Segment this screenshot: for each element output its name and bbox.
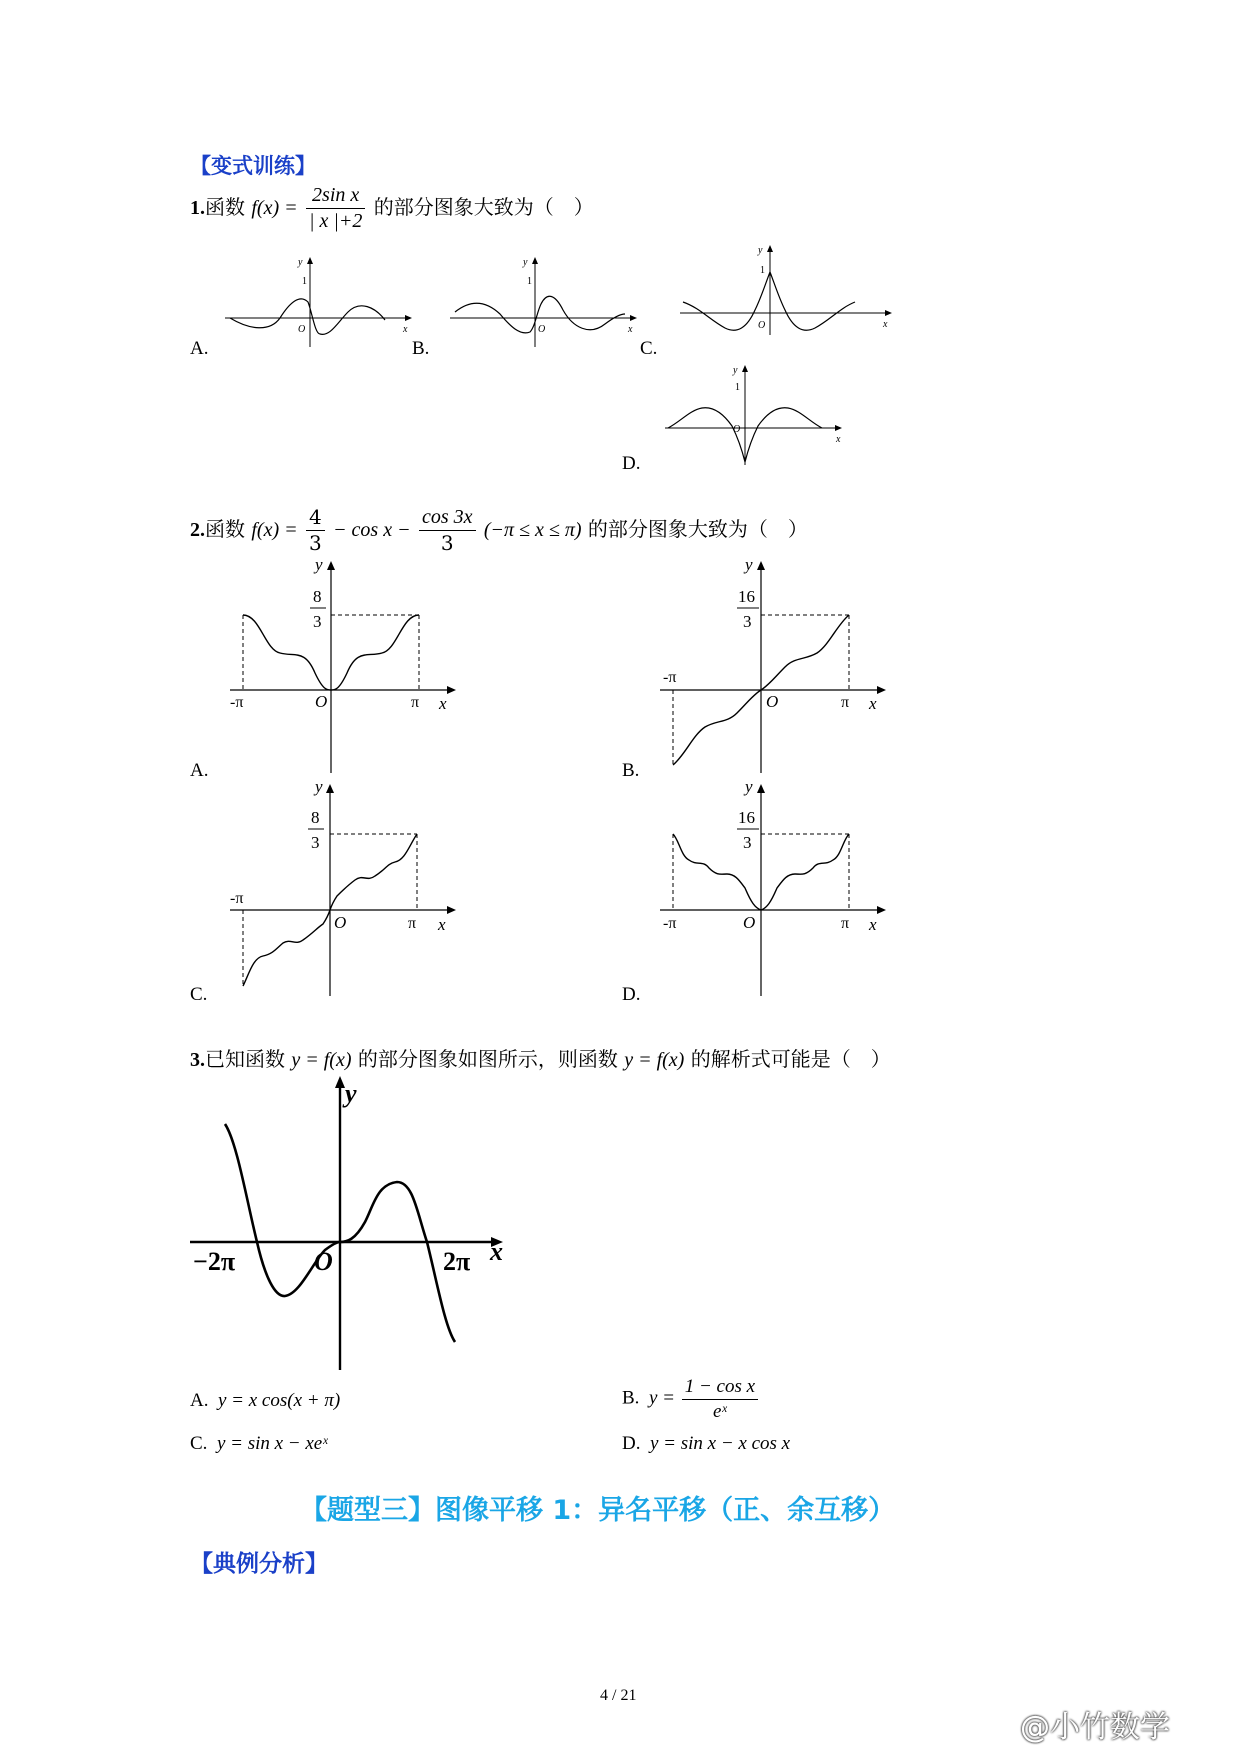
page-number: 4 / 21 (600, 1687, 637, 1704)
q1d-one-label: 1 (735, 382, 740, 393)
q1c-o-label: O (758, 320, 766, 331)
section-heading: 【题型三】图像平移 1：异名平移（正、余互移） (300, 1495, 896, 1526)
q3-x-label: x (490, 1237, 503, 1266)
q3-opt-d-label: D. (622, 1433, 641, 1454)
q2-prefix: 函数 (205, 517, 245, 541)
q3-number: 3. (190, 1049, 205, 1071)
q3-opt-b-fraction (682, 1375, 758, 1424)
q2c-pi-label: π (408, 915, 417, 932)
q3-opt-c-formula: y = sin x − xeˣ (216, 1433, 328, 1454)
q2-graph-d (655, 778, 895, 998)
question-1 (190, 183, 594, 234)
q2-fx: f(x) = (251, 519, 298, 541)
q2a-eight-label: 8 (313, 587, 322, 606)
q1-fx: f(x) = (251, 197, 298, 219)
q2-option-c: C. (190, 984, 208, 1005)
q1-suffix: 的部分图象大致为（ ） (373, 195, 594, 219)
q2b-three-label: 3 (743, 612, 752, 631)
q3-y-eq-fx-2: y = f(x) (624, 1049, 685, 1071)
q1d-y-label: y (733, 365, 738, 376)
q1b-one-label: 1 (527, 276, 532, 287)
q2a-three-label: 3 (313, 612, 322, 631)
q1-number: 1. (190, 197, 205, 219)
q2d-three-label: 3 (743, 833, 752, 852)
q1c-one-label: 1 (760, 265, 765, 276)
q2b-sixteen-label: 16 (738, 587, 755, 606)
q2a-neg-pi-label: -π (230, 694, 244, 711)
q1-fraction (306, 183, 365, 234)
q1b-y-label: y (523, 257, 528, 268)
q2a-y-label: y (315, 555, 323, 574)
q2c-y-label: y (315, 778, 323, 796)
q2-frac-1 (306, 505, 325, 556)
q1d-o-label: O (733, 424, 741, 435)
q2-option-b: B. (622, 760, 640, 781)
q2-number: 2. (190, 519, 205, 541)
q2-frac-2 (419, 505, 476, 556)
q1-graph-a (220, 252, 420, 352)
q1a-y-label: y (298, 257, 303, 268)
q2b-x-label: x (869, 694, 877, 713)
q3-neg-two-pi-label: −2π (193, 1247, 236, 1276)
q3-opt-b-den: eˣ (712, 1400, 727, 1422)
q1a-one-label: 1 (302, 276, 307, 287)
q2-frac1-num: 4 (306, 505, 325, 531)
q3-o-label: O (314, 1247, 333, 1276)
q3-option-b (622, 1375, 760, 1424)
q1-option-a: A. (190, 338, 209, 359)
section-example-analysis: 【典例分析】 (190, 1551, 328, 1577)
q2-frac2-num: cos 3x (419, 505, 476, 531)
q2d-pi-label: π (841, 915, 850, 932)
q2c-eight-label: 8 (311, 808, 320, 827)
q1-prefix: 函数 (205, 195, 245, 219)
q2-graph-c (225, 778, 465, 998)
q3-text-a: 已知函数 (205, 1047, 285, 1071)
q1-graph-c (675, 240, 895, 340)
q3-option-c (190, 1433, 328, 1455)
q3-text-c: 的解析式可能是（ ） (690, 1047, 891, 1071)
q3-option-a (190, 1390, 340, 1412)
q3-opt-b-label: B. (622, 1387, 640, 1409)
q3-opt-a-formula: y = x cos(x + π) (217, 1390, 341, 1411)
q2-option-a: A. (190, 760, 209, 781)
q2b-pi-label: π (841, 694, 850, 711)
q2a-x-label: x (439, 694, 447, 713)
q3-graph (185, 1072, 515, 1372)
q2a-o-label: O (315, 692, 328, 711)
q1-graph-b (445, 252, 645, 352)
q1-option-b: B. (412, 338, 430, 359)
q3-two-pi-label: 2π (443, 1247, 471, 1276)
q3-opt-d-formula: y = sin x − x cos x (649, 1433, 791, 1454)
q3-text-b: 的部分图象如图所示，则函数 (357, 1047, 618, 1071)
q1b-o-label: O (538, 324, 546, 335)
q1c-x-label: x (883, 319, 888, 330)
q3-opt-a-label: A. (190, 1390, 209, 1411)
q2-frac2-den: 3 (440, 531, 454, 555)
q1-frac-num: 2sin x (306, 183, 365, 209)
q1-frac-den: | x |+2 (308, 210, 363, 232)
q3-y-label: y (345, 1079, 357, 1108)
q3-y-eq-fx: y = f(x) (291, 1049, 352, 1071)
q2-domain: (−π ≤ x ≤ π) (483, 519, 582, 541)
q3-opt-b-lhs: y = (648, 1387, 675, 1409)
q1d-x-label: x (836, 434, 841, 445)
q2c-three-label: 3 (311, 833, 320, 852)
q2c-o-label: O (334, 913, 347, 932)
question-2 (190, 505, 808, 556)
q2-frac1-den: 3 (308, 531, 322, 555)
q2-suffix: 的部分图象大致为（ ） (587, 517, 808, 541)
q1c-y-label: y (758, 245, 763, 256)
q1-option-d: D. (622, 453, 641, 474)
q2d-x-label: x (869, 915, 877, 934)
q2d-o-label: O (743, 913, 756, 932)
q1-graph-d (660, 360, 850, 470)
question-3 (190, 1043, 891, 1072)
q3-opt-b-num: 1 − cos x (682, 1375, 758, 1400)
q2d-neg-pi-label: -π (663, 915, 677, 932)
q1b-x-label: x (628, 324, 633, 335)
q2-option-d: D. (622, 984, 641, 1005)
q2c-neg-pi-label: -π (230, 890, 244, 907)
q2c-x-label: x (438, 915, 446, 934)
q3-opt-c-label: C. (190, 1433, 208, 1454)
watermark: @小竹数学 (1020, 1710, 1170, 1745)
q2-mid: − cos x − (333, 519, 411, 541)
q2b-y-label: y (745, 555, 753, 574)
q2-graph-b (655, 555, 895, 775)
q2a-pi-label: π (411, 694, 420, 711)
q2d-y-label: y (745, 778, 753, 796)
q2b-o-label: O (766, 692, 779, 711)
q1a-o-label: O (298, 324, 306, 335)
q2d-sixteen-label: 16 (738, 808, 755, 827)
q1-option-c: C. (640, 338, 658, 359)
section-variant-training: 【变式训练】 (190, 154, 316, 178)
q2-graph-a (225, 555, 465, 775)
q3-option-d (622, 1433, 790, 1455)
q1a-x-label: x (403, 324, 408, 335)
q2b-neg-pi-label: -π (663, 669, 677, 686)
